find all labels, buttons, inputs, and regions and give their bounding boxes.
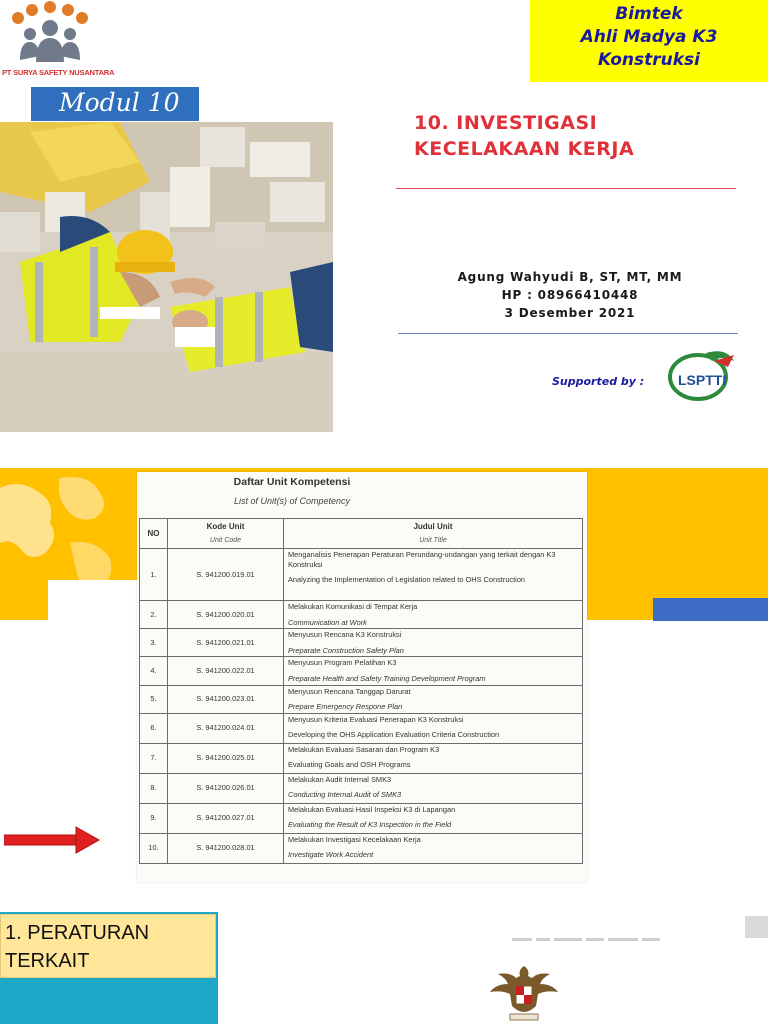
row-no: 9. xyxy=(140,803,168,833)
row-no: 7. xyxy=(140,743,168,773)
header-title-en-label: Unit Title xyxy=(419,536,447,544)
supported-by-label: Supported by : xyxy=(552,375,645,388)
row-code: S. 941200.028.01 xyxy=(168,833,284,863)
row-code: S. 941200.023.01 xyxy=(168,685,284,713)
header-code-en-label: Unit Code xyxy=(209,536,242,544)
document-subtitle: List of Unit(s) of Competency xyxy=(233,496,351,506)
red-arrow-icon xyxy=(4,826,100,854)
author-phone: HP : 08966410448 xyxy=(501,288,639,302)
faint-header-text xyxy=(512,934,662,946)
row-title-id: Menyusun Rencana K3 Konstruksi xyxy=(288,630,402,640)
row-title xyxy=(284,773,583,803)
course-line-3: Konstruksi xyxy=(597,50,700,70)
row-title xyxy=(284,833,583,863)
author-divider xyxy=(398,333,738,334)
module-label: Modul 10 xyxy=(31,87,199,121)
table-row xyxy=(140,549,583,601)
row-title-id: Menyusun Rencana Tanggap Darurat xyxy=(288,686,411,696)
row-title-id: Melakukan Evaluasi Hasil Inspeksi K3 di Lapangan xyxy=(288,804,456,814)
row-no: 10. xyxy=(140,833,168,863)
table-header-row xyxy=(140,519,583,549)
table-row xyxy=(140,629,583,657)
gray-square xyxy=(745,916,768,938)
row-title-en: Preparate Construction Safety Plan xyxy=(288,645,404,655)
row-code: S. 941200.027.01 xyxy=(168,803,284,833)
row-title-id: Melakukan Investigasi Kecelakaan Kerja xyxy=(288,834,421,844)
course-badge xyxy=(530,0,768,82)
lsp-logo xyxy=(664,345,738,403)
table-row xyxy=(140,685,583,713)
section-heading xyxy=(0,914,216,978)
row-title-id: Menyusun Kriteria Evaluasi Penerapan K3 Konstruksi xyxy=(288,714,464,724)
author-block xyxy=(400,268,740,322)
table-row xyxy=(140,601,583,629)
row-title-id: Melakukan Evaluasi Sasaran dan Program K3 xyxy=(288,744,440,754)
row-code: S. 941200.020.01 xyxy=(168,601,284,629)
table-row xyxy=(140,713,583,743)
row-title-en: Investigate Work Accident xyxy=(288,850,374,860)
row-code: S. 941200.024.01 xyxy=(168,713,284,743)
row-title xyxy=(284,601,583,629)
row-title-id: Menganalisis Penerapan Peraturan Perundang-undangan yang terkait dengan K3 Konstruksi xyxy=(288,550,556,569)
module-title-line-2: KECELAKAAN KERJA xyxy=(414,138,635,160)
header-no-label: NO xyxy=(147,528,160,538)
competency-document xyxy=(137,472,587,882)
table-row xyxy=(140,833,583,863)
row-no: 2. xyxy=(140,601,168,629)
row-no: 5. xyxy=(140,685,168,713)
accident-photo xyxy=(0,122,333,432)
module-title xyxy=(414,110,754,162)
row-title-id: Melakukan Komunikasi di Tempat Kerja xyxy=(288,602,418,611)
table-row xyxy=(140,657,583,685)
row-title xyxy=(284,629,583,657)
row-no: 6. xyxy=(140,713,168,743)
slide-title xyxy=(0,0,768,436)
row-no: 1. xyxy=(140,549,168,601)
row-title-en: Preparate Health and Safety Training Development Program xyxy=(288,673,486,683)
row-code: S. 941200.026.01 xyxy=(168,773,284,803)
row-title xyxy=(284,713,583,743)
row-title-en: Communication at Work xyxy=(288,617,367,627)
row-title xyxy=(284,657,583,685)
row-title-en: Conducting Internal Audit of SMK3 xyxy=(288,790,402,800)
blue-accent-bar xyxy=(653,598,768,621)
row-code: S. 941200.021.01 xyxy=(168,629,284,657)
table-row xyxy=(140,743,583,773)
company-name: PT SURYA SAFETY NUSANTARA xyxy=(2,68,115,77)
row-title xyxy=(284,803,583,833)
row-title-en: Evaluating Goals and OSH Programs xyxy=(288,760,411,770)
section-heading-line-2: TERKAIT xyxy=(5,950,90,972)
table-row xyxy=(140,773,583,803)
header-no xyxy=(140,519,168,549)
row-title-en: Evaluating the Result of K3 Inspection in the Field xyxy=(288,820,452,830)
header-title xyxy=(284,519,583,549)
row-code: S. 941200.019.01 xyxy=(168,549,284,601)
header-title-label: Judul Unit xyxy=(413,521,453,531)
header-code xyxy=(168,519,284,549)
slide-competency-list xyxy=(0,468,768,886)
row-title-en: Prepare Emergency Respone Plan xyxy=(288,702,403,712)
row-title-en: Analyzing the Implementation of Legislation related to OHS Construction xyxy=(288,575,526,585)
course-line-1: Bimtek xyxy=(615,4,683,24)
row-title xyxy=(284,743,583,773)
section-heading-line-1: 1. PERATURAN xyxy=(5,922,150,944)
row-no: 4. xyxy=(140,657,168,685)
table-row xyxy=(140,803,583,833)
row-title xyxy=(284,685,583,713)
course-line-2: Ahli Madya K3 xyxy=(580,27,718,47)
garuda-emblem-icon xyxy=(488,962,560,1024)
competency-table xyxy=(139,518,583,864)
row-code: S. 941200.022.01 xyxy=(168,657,284,685)
module-title-line-1: 10. INVESTIGASI xyxy=(414,112,598,134)
row-title-en: Developing the OHS Application Evaluation Criteria Construction xyxy=(288,730,500,740)
lsp-logo-text: LSPTTI xyxy=(678,372,727,388)
row-title-id: Melakukan Audit Internal SMK3 xyxy=(288,774,392,784)
presentation-date: 3 Desember 2021 xyxy=(504,306,636,320)
author-name: Agung Wahyudi B, ST, MT, MM xyxy=(457,270,683,284)
lsp-swoosh-icon xyxy=(664,345,738,403)
header-code-label: Kode Unit xyxy=(206,521,245,531)
row-no: 8. xyxy=(140,773,168,803)
row-code: S. 941200.025.01 xyxy=(168,743,284,773)
slide-regulations xyxy=(0,912,768,1024)
company-logo xyxy=(0,0,115,84)
title-divider xyxy=(396,188,736,189)
row-title xyxy=(284,549,583,601)
row-title-id: Menyusun Program Pelatihan K3 xyxy=(288,658,397,668)
people-circle-icon xyxy=(0,0,100,70)
injured-worker-illustration xyxy=(0,122,333,432)
white-patch xyxy=(48,580,138,620)
document-title: Daftar Unit Kompetensi xyxy=(233,476,351,488)
row-no: 3. xyxy=(140,629,168,657)
